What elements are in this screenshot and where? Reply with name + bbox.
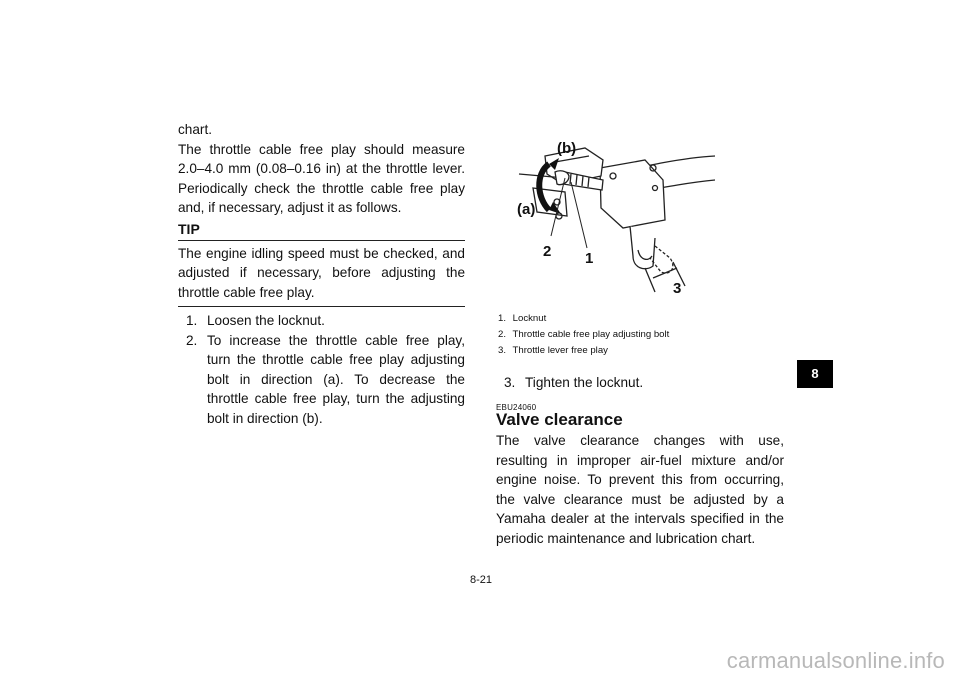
label-2: 2	[543, 243, 552, 260]
page-number: 8-21	[470, 574, 493, 586]
tip-heading: TIP	[178, 219, 465, 241]
caption-text: Throttle lever free play	[512, 345, 608, 356]
caption-number: 3.	[498, 345, 507, 356]
step-number: 1.	[186, 313, 198, 328]
caption-text: Locknut	[512, 313, 547, 324]
caption-text: Throttle cable free play adjusting bolt	[512, 329, 670, 340]
figure-captions	[498, 311, 669, 359]
step-item	[178, 331, 465, 429]
step-item	[178, 311, 465, 331]
tip-text: The engine idling speed must be checked, and adjusted if necessary, before adjusting the throttle cable free play.	[178, 245, 465, 300]
section-code: EBU24060	[496, 403, 537, 412]
label-1: 1	[585, 250, 594, 267]
step-number: 2.	[186, 332, 198, 348]
caption-item	[498, 311, 669, 327]
adjustment-steps	[178, 311, 465, 428]
free-play-paragraph: The throttle cable free play should measure 2.0–4.0 mm (0.08–0.16 in) at the throttle lever. Periodically check the throttle cable free play and, if necessary, adjust it as follows.	[178, 141, 465, 215]
chapter-tab: 8	[797, 360, 833, 388]
caption-item	[498, 327, 669, 343]
intro-text: chart.	[178, 122, 212, 137]
caption-number: 1.	[498, 313, 507, 324]
tip-box	[178, 219, 465, 308]
label-b: (b)	[557, 140, 577, 157]
step-text: Loosen the locknut.	[207, 313, 325, 328]
label-3: 3	[673, 280, 682, 297]
step-text: Tighten the locknut.	[525, 375, 644, 390]
caption-number: 2.	[498, 329, 507, 340]
valve-clearance-paragraph: The valve clearance changes with use, resulting in improper air-fuel mixture and/or engine noise. To prevent this from occurring, the valve clearance must be adjusted by a Yamaha dealer at the intervals specified in the periodic maintenance and lubrication chart.	[496, 433, 784, 546]
caption-item	[498, 343, 669, 359]
step-text: To increase the throttle cable free play, turn the throttle cable free play adjusting bolt in direction (a). To decrease the throttle cable free play, turn the adjusting bolt in direction (b).	[207, 332, 465, 426]
watermark: carmanualsonline.info	[726, 648, 945, 673]
step-3	[496, 373, 784, 393]
label-a: (a)	[517, 201, 536, 218]
throttle-illustration	[505, 128, 715, 303]
section-title: Valve clearance	[496, 410, 623, 429]
step-number: 3.	[504, 375, 516, 390]
left-column	[178, 120, 465, 428]
